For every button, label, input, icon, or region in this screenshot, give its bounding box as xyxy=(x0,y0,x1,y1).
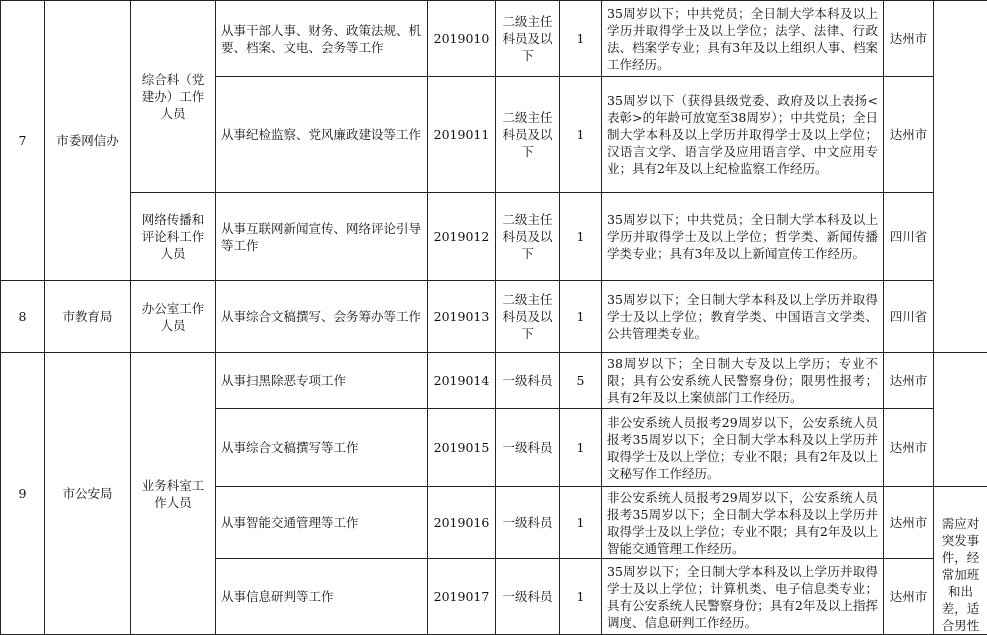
duty-cell: 从事干部人事、财务、政策法规、机要、档案、文电、会务等工作 xyxy=(216,1,428,77)
location-cell: 四川省 xyxy=(884,193,934,281)
note-cell xyxy=(934,353,987,487)
requirement-cell: 非公安系统人员报考29周岁以下，公安系统人员报考35周岁以下；全日制大学本科及以上学历并取得学士及以上学位；专业不限；具有2年及以上文秘写作工作经历。 xyxy=(602,409,884,487)
requirement-cell: 38周岁以下；全日制大专及以上学历；专业不限；具有公安系统人民警察身份；限男性报考；具有2年及以上案侦部门工作经历。 xyxy=(602,353,884,409)
duty-cell: 从事智能交通管理等工作 xyxy=(216,487,428,559)
dept-cell: 综合科（党建办）工作人员 xyxy=(131,1,216,193)
duty-cell: 从事综合文稿撰写、会务筹办等工作 xyxy=(216,281,428,353)
location-cell: 达州市 xyxy=(884,487,934,559)
dept-cell: 业务科室工作人员 xyxy=(131,353,216,635)
dept-cell: 办公室工作人员 xyxy=(131,281,216,353)
count-cell: 5 xyxy=(560,353,602,409)
code-cell: 2019014 xyxy=(428,353,496,409)
count-cell: 1 xyxy=(560,193,602,281)
duty-cell: 从事扫黑除恶专项工作 xyxy=(216,353,428,409)
requirement-cell: 非公安系统人员报考29周岁以下，公安系统人员报考35周岁以下；全日制大学本科及以上学历并取得学士及以上学位；专业不限；具有2年及以上智能交通管理工作经历。 xyxy=(602,487,884,559)
location-cell: 达州市 xyxy=(884,559,934,635)
requirement-cell: 35周岁以下；中共党员；全日制大学本科及以上学历并取得学士及以上学位；哲学类、新闻传播学类专业；具有3年及以上新闻宣传工作经历。 xyxy=(602,193,884,281)
code-cell: 2019010 xyxy=(428,1,496,77)
level-cell: 二级主任科员及以下 xyxy=(496,193,560,281)
duty-cell: 从事信息研判等工作 xyxy=(216,559,428,635)
code-cell: 2019012 xyxy=(428,193,496,281)
count-cell: 1 xyxy=(560,487,602,559)
unit-cell: 市教育局 xyxy=(45,281,131,353)
code-cell: 2019011 xyxy=(428,77,496,193)
location-cell: 达州市 xyxy=(884,353,934,409)
note-cell: 需应对突发事件，经常加班和出差，适合男性 xyxy=(934,487,987,635)
seq-cell: 8 xyxy=(1,281,45,353)
code-cell: 2019016 xyxy=(428,487,496,559)
count-cell: 1 xyxy=(560,409,602,487)
table-row xyxy=(1,353,987,409)
location-cell: 四川省 xyxy=(884,281,934,353)
code-cell: 2019017 xyxy=(428,559,496,635)
level-cell: 一级科员 xyxy=(496,487,560,559)
seq-cell: 9 xyxy=(1,353,45,635)
level-cell: 一级科员 xyxy=(496,559,560,635)
duty-cell: 从事综合文稿撰写等工作 xyxy=(216,409,428,487)
note-cell xyxy=(934,1,987,353)
code-cell: 2019013 xyxy=(428,281,496,353)
location-cell: 达州市 xyxy=(884,409,934,487)
location-cell: 达州市 xyxy=(884,77,934,193)
level-cell: 二级主任科员及以下 xyxy=(496,1,560,77)
level-cell: 一级科员 xyxy=(496,409,560,487)
unit-cell: 市公安局 xyxy=(45,353,131,635)
duty-cell: 从事互联网新闻宣传、网络评论引导等工作 xyxy=(216,193,428,281)
count-cell: 1 xyxy=(560,77,602,193)
level-cell: 二级主任科员及以下 xyxy=(496,77,560,193)
seq-cell: 7 xyxy=(1,1,45,281)
count-cell: 1 xyxy=(560,281,602,353)
requirement-cell: 35周岁以下；中共党员；全日制大学本科及以上学历并取得学士及以上学位；法学、法律、行政法、档案学专业；具有3年及以上组织人事、档案工作经历。 xyxy=(602,1,884,77)
location-cell: 达州市 xyxy=(884,1,934,77)
table-row xyxy=(1,1,987,77)
level-cell: 二级主任科员及以下 xyxy=(496,281,560,353)
requirement-cell: 35周岁以下（获得县级党委、政府及以上表扬<表彰>的年龄可放宽至38周岁）；中共党员；全日制大学本科及以上学历并取得学士及以上学位；汉语言文学、语言学及应用语言学、中文应用专业；具有2年及以上纪检监察工作经历。 xyxy=(602,77,884,193)
count-cell: 1 xyxy=(560,559,602,635)
count-cell: 1 xyxy=(560,1,602,77)
dept-cell: 网络传播和评论科工作人员 xyxy=(131,193,216,281)
requirement-cell: 35周岁以下；全日制大学本科及以上学历并取得学士及以上学位；计算机类、电子信息类专业；具有公安系统人民警察身份；具有2年及以上指挥调度、信息研判工作经历。 xyxy=(602,559,884,635)
requirement-cell: 35周岁以下；全日制大学本科及以上学历并取得学士及以上学位；教育学类、中国语言文学类、公共管理类专业。 xyxy=(602,281,884,353)
table-row xyxy=(1,281,987,353)
duty-cell: 从事纪检监察、党风廉政建设等工作 xyxy=(216,77,428,193)
level-cell: 一级科员 xyxy=(496,353,560,409)
code-cell: 2019015 xyxy=(428,409,496,487)
table-row xyxy=(1,193,987,281)
unit-cell: 市委网信办 xyxy=(45,1,131,281)
